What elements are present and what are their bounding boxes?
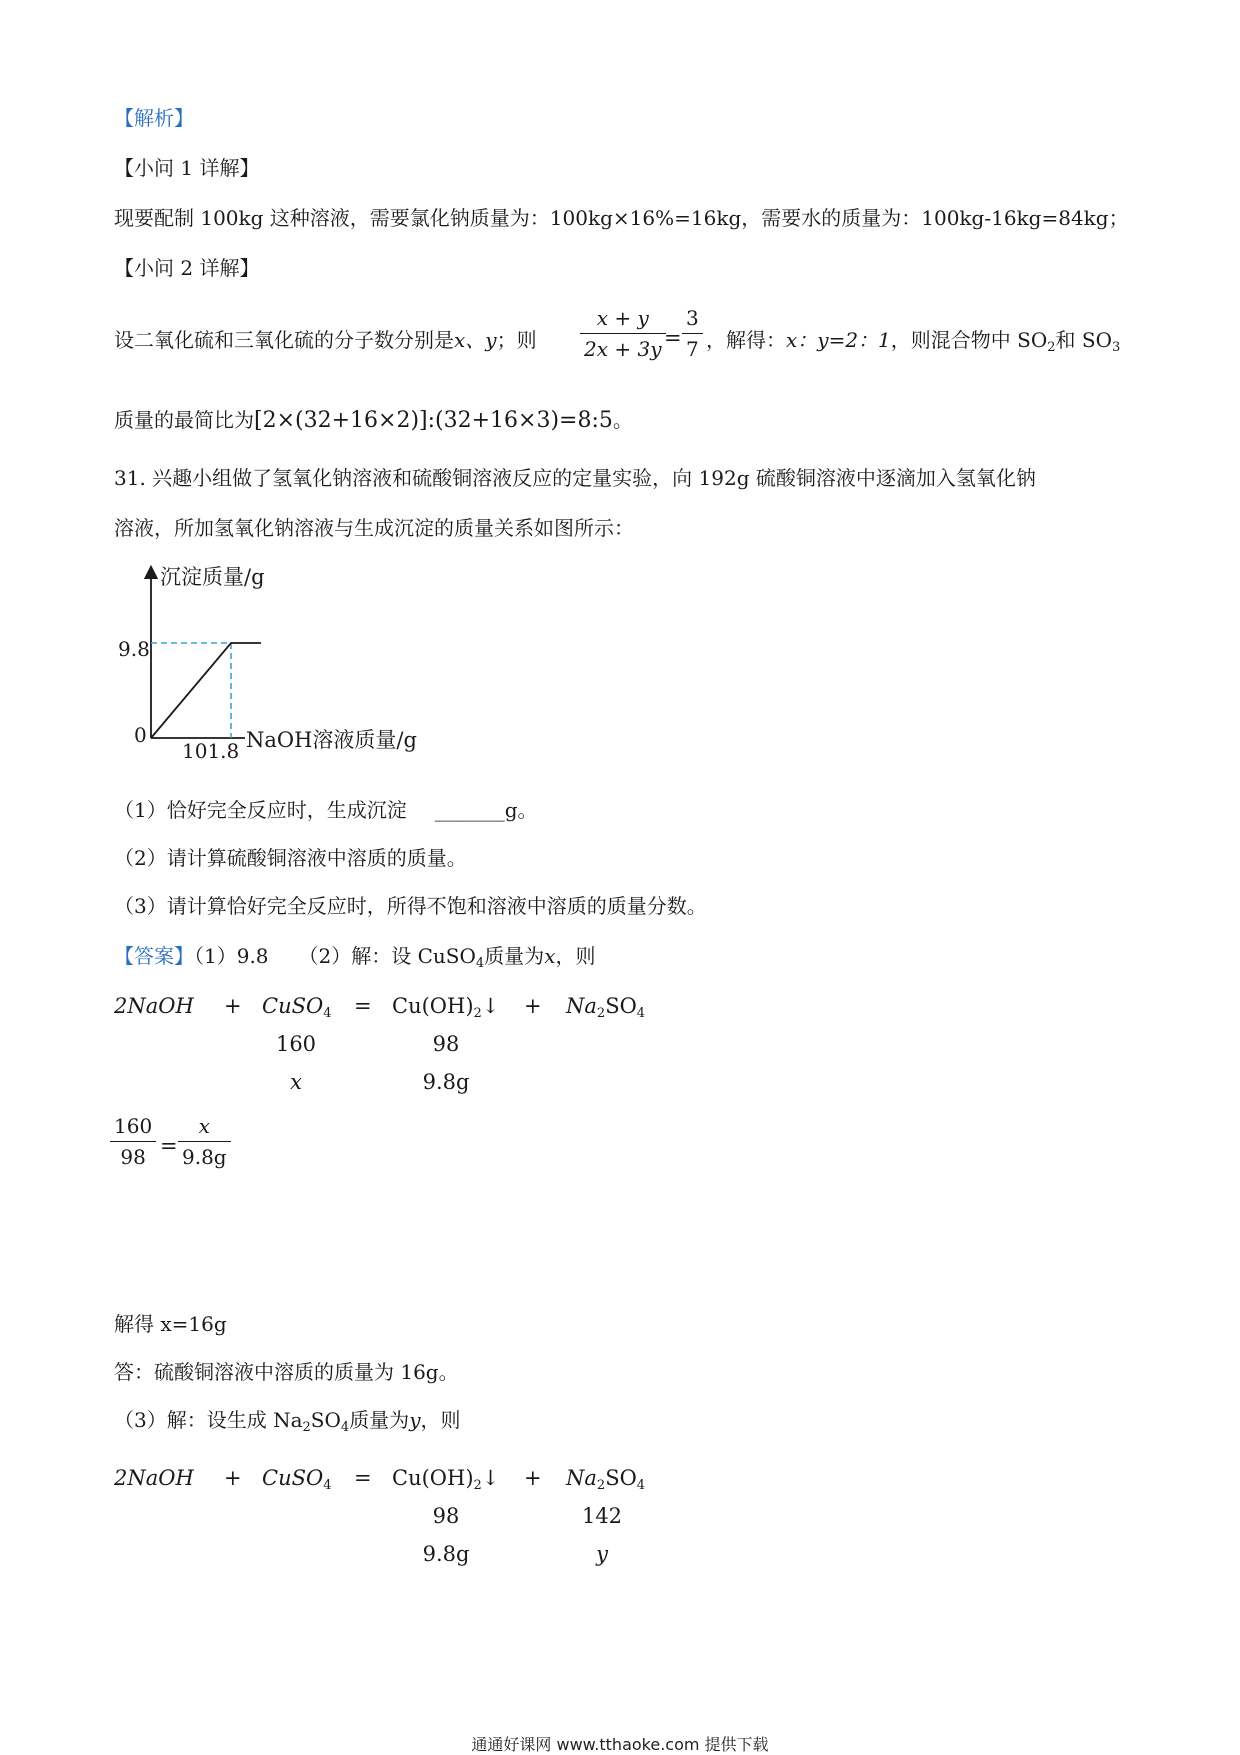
question-31-line1: 31. 兴趣小组做了氢氧化钠溶液和硫酸铜溶液反应的定量实验，向 192g 硫酸铜溶液中逐滴加入氢氧化钠 — [114, 466, 1036, 490]
subquestion-1-heading: 【小问 1 详解】 — [114, 156, 260, 180]
eq2-cuso4: CuSO$_4$ — [262, 1466, 332, 1493]
subquestion-2-line1 — [114, 328, 537, 352]
answer-var: x — [544, 944, 556, 968]
eq1-plus2: + — [524, 994, 542, 1018]
eq1-cuso4: CuSO$_4$ — [262, 994, 332, 1021]
proportion-den1: 98 — [110, 1141, 156, 1169]
q2-rhs-numerator: 3 — [686, 306, 699, 330]
eq1-r1-cuso4: 160 — [275, 1032, 317, 1056]
origin-label: 0 — [134, 723, 147, 747]
eq2-r2-na2so4: y — [596, 1542, 608, 1566]
proportion-num1: 160 — [114, 1114, 153, 1138]
answer-3-setup: （3）解：设生成 $Na_2SO_4$质量为y，则 — [114, 1408, 461, 1435]
sub1-text: （1）恰好完全反应时，生成沉淀 — [114, 798, 407, 822]
q2-frac-numerator: x + y — [596, 306, 649, 330]
answer-line: 【答案】（1）9.8 （2）解：设 CuSO$_4$质量为x，则 — [114, 944, 596, 971]
eq2-equals: = — [354, 1466, 372, 1490]
subquestion-31-1 — [114, 798, 538, 822]
x-axis-label: NaOH溶液质量/g — [246, 728, 417, 752]
q2-fraction-lhs — [580, 306, 666, 361]
proportion-rhs — [178, 1114, 231, 1169]
q2-line2-end: 。 — [612, 408, 633, 432]
eq1-cuoh2: $Cu(OH)_2↓$ — [392, 994, 500, 1021]
subquestion-31-3: （3）请计算恰好完全反应时，所得不饱和溶液中溶质的质量分数。 — [114, 894, 707, 918]
question-31-line2: 溶液，所加氢氧化钠溶液与生成沉淀的质量关系如图所示： — [114, 516, 634, 540]
precipitate-arrow-icon: ↓ — [481, 1466, 500, 1490]
q2-line2-prefix: 质量的最简比为 — [114, 408, 254, 432]
subquestion-31-2: （2）请计算硫酸铜溶液中溶质的质量。 — [114, 846, 467, 870]
answer-tag: 【答案】 — [114, 944, 194, 968]
proportion-den2: 9.8g — [178, 1141, 231, 1169]
answer-body3: ，则 — [555, 944, 596, 968]
footer-watermark: 通通好课网 www.tthaoke.com 提供下载 — [471, 1735, 769, 1754]
q2-frac-denominator: 2x + 3y — [580, 333, 666, 361]
eq2-cuoh2: $Cu(OH)_2↓$ — [392, 1466, 500, 1493]
y-axis-label: 沉淀质量/g — [160, 565, 265, 589]
analysis-heading: 【解析】 — [114, 106, 194, 130]
q2-post2: ，则混合物中 SO — [890, 328, 1048, 352]
q2-then: ；则 — [496, 328, 537, 352]
q2-post3: 和 SO — [1055, 328, 1113, 352]
sub1-blank: _______g。 — [434, 798, 538, 822]
precipitate-chart — [110, 560, 440, 760]
q2-rhs-denominator: 7 — [682, 333, 703, 361]
solve-x: 解得 x=16g — [114, 1312, 227, 1336]
q2-solution-tail: ，解得：x：y=2：1，则混合物中 $SO_2$和 $SO_3$ — [706, 328, 1121, 355]
subquestion-2-line2 — [114, 408, 633, 433]
subquestion-2-heading: 【小问 2 详解】 — [114, 256, 260, 280]
eq1-r2-cuoh2: 9.8g — [422, 1070, 470, 1094]
answer-2-statement: 答：硫酸铜溶液中溶质的质量为 16g。 — [114, 1360, 459, 1384]
eq1-plus1: + — [224, 994, 242, 1018]
eq1-equals: = — [354, 994, 372, 1018]
eq1-r1-cuoh2: 98 — [432, 1032, 460, 1056]
q2-ratio: x：y=2：1 — [786, 328, 891, 352]
q2-vars: x、y — [454, 328, 497, 352]
precipitate-arrow-icon: ↓ — [481, 994, 500, 1018]
q2-prefix: 设二氧化硫和三氧化硫的分子数分别是 — [114, 328, 454, 352]
eq2-plus1: + — [224, 1466, 242, 1490]
subquestion-1-body: 现要配制 100kg 这种溶液，需要氯化钠质量为：100kg×16%=16kg，需要水的质量为：100kg-16kg=84kg； — [114, 206, 1129, 230]
y-tick-label: 9.8 — [118, 637, 150, 661]
eq2-r1-na2so4: 142 — [581, 1504, 623, 1528]
precipitate-series-line — [151, 643, 261, 738]
eq2-plus2: + — [524, 1466, 542, 1490]
proportion-equals: = — [160, 1134, 178, 1158]
eq2-naoh: 2NaOH — [114, 1466, 194, 1490]
eq2-r1-cuoh2: 98 — [432, 1504, 460, 1528]
proportion-lhs — [110, 1114, 156, 1169]
q2-post1: ，解得： — [706, 328, 786, 352]
eq1-na2so4: $Na_2SO_4$ — [566, 994, 646, 1021]
proportion-num2: x — [198, 1114, 210, 1138]
eq1-r2-cuso4: x — [290, 1070, 302, 1094]
answer-body1: （1）9.8 （2）解：设 CuSO — [194, 944, 476, 968]
eq2-r2-cuoh2: 9.8g — [422, 1542, 470, 1566]
q2-line2-expression: [2×(32+16×2)]:(32+16×3)=8:5 — [254, 408, 613, 433]
q2-fraction-rhs — [682, 306, 703, 361]
eq2-na2so4: $Na_2SO_4$ — [566, 1466, 646, 1493]
x-tick-label: 101.8 — [182, 739, 240, 760]
eq1-naoh: 2NaOH — [114, 994, 194, 1018]
answer-body2: 质量为 — [484, 944, 545, 968]
q2-equals: = — [664, 326, 682, 350]
